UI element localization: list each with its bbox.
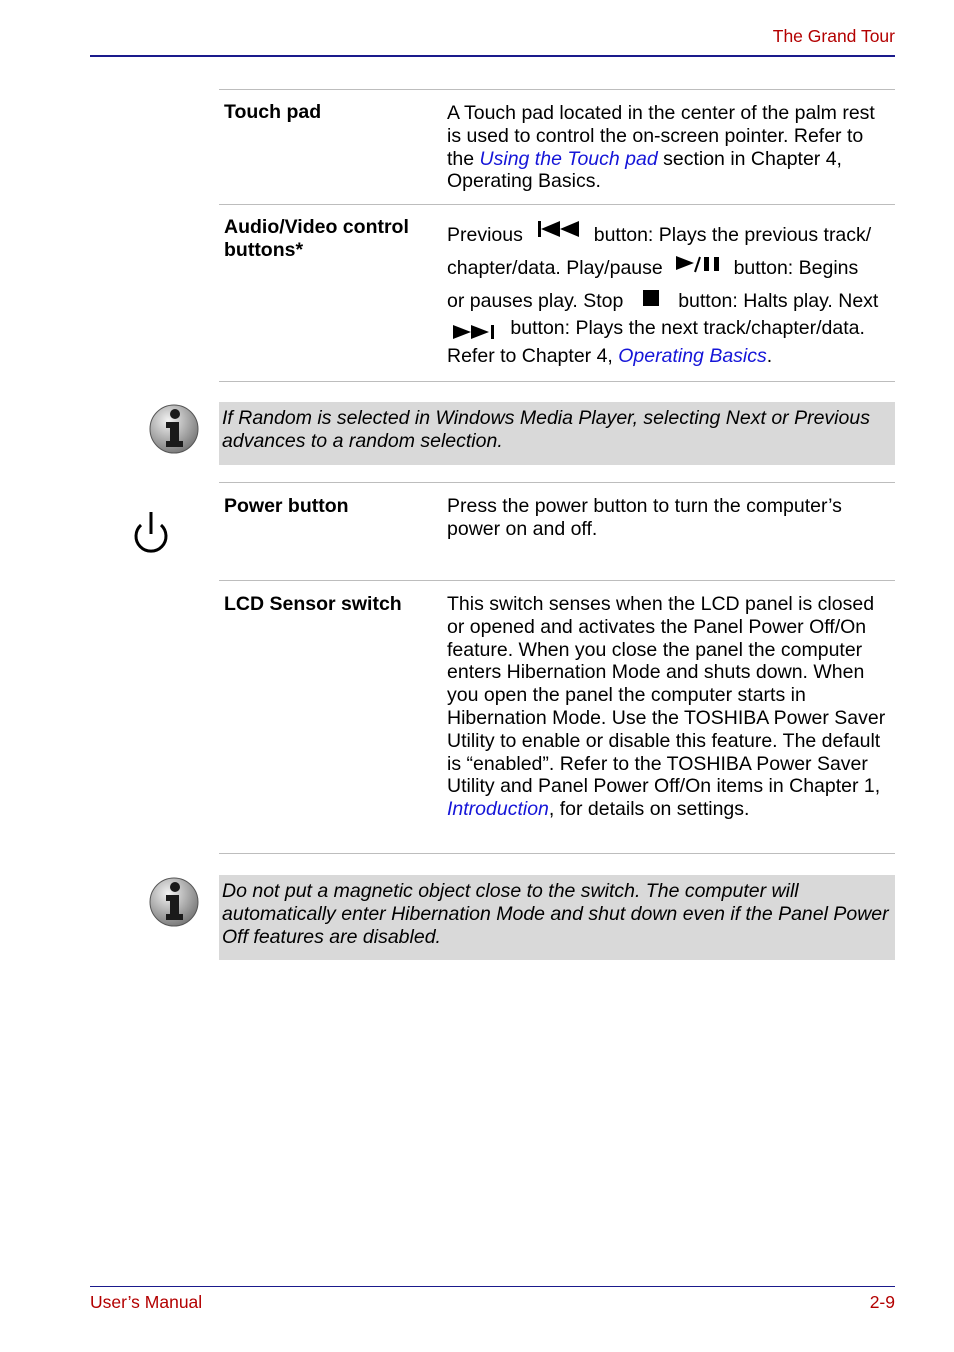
table-divider bbox=[219, 381, 895, 382]
info-icon bbox=[148, 403, 200, 455]
link-introduction[interactable]: Introduction bbox=[447, 798, 549, 821]
page-footer bbox=[90, 1286, 895, 1312]
desc-lcd-sensor-switch: This switch senses when the LCD panel is closed or opened and activates the Panel Power Off/On feature. When you close the panel the computer enters Hibernation Mode and shuts down. When you open the panel the computer starts in Hibernation Mode. Use the TOSHIBA Power Saver Utility to enable or disable this feature. The default is “enabled”. Refer to the TOSHIBA Power Saver Utility and Panel Power Off/On items in Chapter 1, Introduction, for details on settings. bbox=[447, 593, 886, 821]
power-icon bbox=[130, 510, 172, 558]
desc-power-button: Press the power button to turn the computer’s power on and off. bbox=[447, 495, 842, 540]
next-track-icon bbox=[453, 324, 495, 340]
note-magnet bbox=[219, 875, 895, 960]
note-random bbox=[219, 402, 895, 465]
table-divider bbox=[219, 89, 895, 90]
term-lcd-sensor-switch: LCD Sensor switch bbox=[224, 593, 402, 615]
desc-touch-pad: A Touch pad located in the center of the palm rest is used to control the on-screen pointer. Refer to the Using the Touch pad section in Chapter 4, Operating Basics. bbox=[447, 102, 875, 193]
previous-track-icon bbox=[538, 220, 580, 238]
note-magnet-text: Do not put a magnetic object close to the switch. The computer will automatically enter Hibernation Mode and shut down even if the Panel Power Off features are disabled. bbox=[222, 880, 889, 948]
info-icon bbox=[148, 876, 200, 928]
term-touch-pad: Touch pad bbox=[224, 101, 322, 123]
page-header bbox=[90, 25, 895, 57]
table-divider bbox=[219, 204, 895, 205]
table-divider bbox=[219, 482, 895, 483]
table-divider bbox=[219, 853, 895, 854]
term-power-button: Power button bbox=[224, 495, 349, 517]
note-random-text: If Random is selected in Windows Media Player, selecting Next or Previous advances to a random selection. bbox=[222, 407, 870, 452]
term-audio-video: Audio/Video control buttons* bbox=[224, 216, 409, 261]
link-operating-basics[interactable]: Operating Basics bbox=[618, 345, 767, 367]
play-pause-icon bbox=[676, 255, 722, 273]
link-using-touch-pad[interactable]: Using the Touch pad bbox=[479, 147, 658, 170]
table-divider bbox=[219, 580, 895, 581]
header-title: The Grand Tour bbox=[772, 26, 895, 46]
footer-manual-title: User’s Manual bbox=[90, 1292, 203, 1312]
page-number: 2-9 bbox=[869, 1292, 895, 1312]
stop-icon bbox=[643, 290, 659, 306]
desc-audio-video: Previous button: Plays the previous track/ chapter/data. Play/pause button: Begins or pauses play. Stop button: Halts play. Next button: Plays the next track/chapter/data. Refer to Chapter 4, Operating Basics. bbox=[447, 224, 892, 368]
